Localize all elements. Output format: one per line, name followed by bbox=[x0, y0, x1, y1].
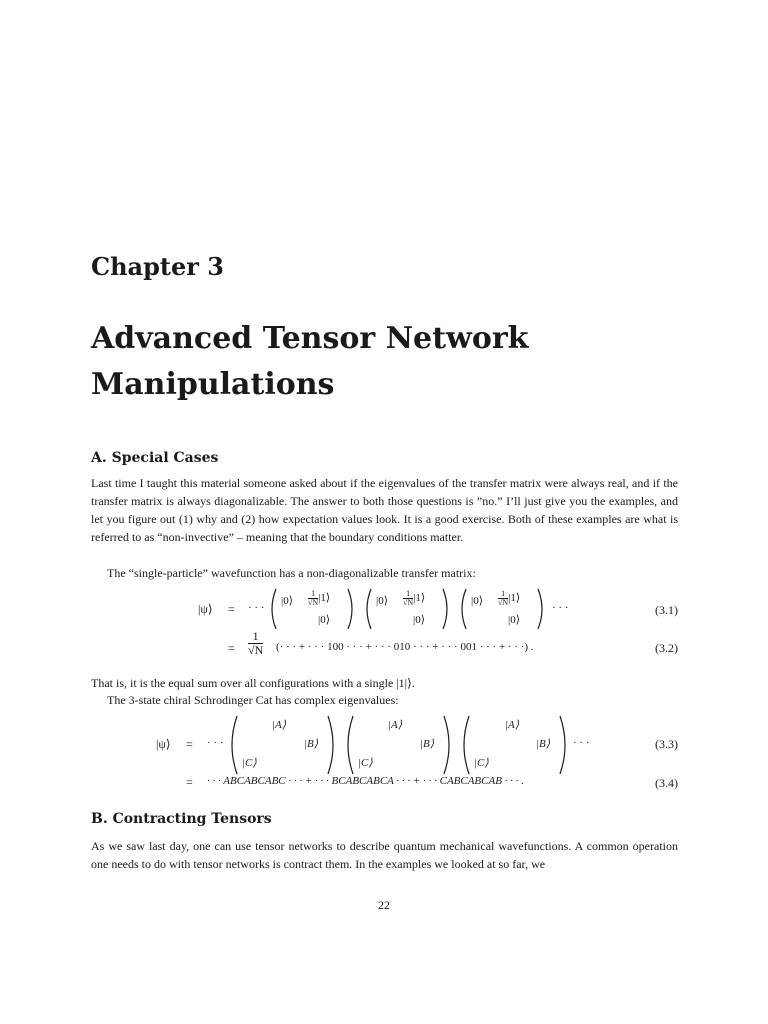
eq31-m1-ket0-lower: |0⟩ bbox=[318, 614, 330, 626]
equation-number-3-3: (3.3) bbox=[655, 737, 678, 751]
right-paren-icon bbox=[442, 715, 456, 775]
left-paren-icon bbox=[456, 588, 468, 630]
eq33-m3-ketB: |B⟩ bbox=[536, 738, 551, 750]
eq31-m3-ket0-lower: |0⟩ bbox=[508, 614, 520, 626]
eq33-m1-ketC: |C⟩ bbox=[242, 757, 257, 769]
right-paren-icon bbox=[441, 588, 453, 630]
right-paren-icon bbox=[536, 588, 548, 630]
eq33-m2-ketC: |C⟩ bbox=[358, 757, 373, 769]
eq33-trailing-dots: · · · bbox=[573, 737, 590, 749]
eq31-trailing-dots: · · · bbox=[552, 602, 569, 614]
eq32-body: (· · · + · · · 100 · · · + · · · 010 · · · + · · · 001 · · · + · · ·) . bbox=[276, 641, 534, 653]
paragraph-chiral-cat: The 3-state chiral Schrodinger Cat has complex eigenvalues: bbox=[107, 693, 399, 707]
section-heading-contracting-tensors: B. Contracting Tensors bbox=[91, 811, 272, 827]
eq34-equals: = bbox=[186, 775, 193, 789]
eq33-leading-dots: · · · bbox=[207, 737, 224, 749]
eq33-lhs: |ψ⟩ bbox=[156, 737, 171, 751]
eq33-m1-ketA: |A⟩ bbox=[272, 719, 287, 731]
eq31-equals: = bbox=[228, 602, 235, 616]
eq31-m2-ket0: |0⟩ bbox=[376, 595, 388, 607]
chapter-title-line-2: Manipulations bbox=[91, 367, 335, 402]
equation-number-3-4: (3.4) bbox=[655, 776, 678, 790]
eq31-m1-ket0: |0⟩ bbox=[281, 595, 293, 607]
eq31-m2-coefficient: $\frac{1}{√N}$ |1⟩ bbox=[403, 589, 426, 607]
eq31-m2-ket0-lower: |0⟩ bbox=[413, 614, 425, 626]
left-paren-icon bbox=[341, 715, 355, 775]
eq32-equals: = bbox=[228, 641, 235, 655]
eq33-m3-ketC: |C⟩ bbox=[474, 757, 489, 769]
eq33-m1-ketB: |B⟩ bbox=[304, 738, 319, 750]
eq31-leading-dots: · · · bbox=[248, 602, 265, 614]
right-paren-icon bbox=[558, 715, 572, 775]
eq31-m3-coefficient: $\frac{1}{√N}$ |1⟩ bbox=[498, 589, 521, 607]
eq33-m2-ketB: |B⟩ bbox=[420, 738, 435, 750]
equation-number-3-1: (3.1) bbox=[655, 603, 678, 617]
page-number: 22 bbox=[378, 898, 390, 912]
eq31-m3-ket0: |0⟩ bbox=[471, 595, 483, 607]
left-paren-icon bbox=[266, 588, 278, 630]
paragraph-contracting-intro: As we saw last day, one can use tensor networks to describe quantum mechanical wavefunctions. A common operation one needs to do with tensor networks is contract them. In the examples we looked at so far, we bbox=[91, 839, 678, 871]
eq31-m1-coefficient: $\frac{1}{√N}$ |1⟩ bbox=[308, 589, 331, 607]
left-paren-icon bbox=[361, 588, 373, 630]
eq34-body: · · · ABCABCABC · · · + · · · BCABCABCA · · · + · · · CABCABCAB · · · . bbox=[207, 775, 524, 787]
eq33-equals: = bbox=[186, 737, 193, 751]
paragraph-special-cases-intro: Last time I taught this material someone asked about if the eigenvalues of the transfer matrix were always real, and if the transfer matrix is always diagonalizable. The answer to both those questions is ”no.” I’ll just give you the examples, and let you figure out (1) why and (2) how expectation values look. It is a good exercise. Both of these examples are what is referred to as “non-invective” – meaning that the boundary conditions matter. bbox=[91, 476, 678, 544]
left-paren-icon bbox=[457, 715, 471, 775]
equation-number-3-2: (3.2) bbox=[655, 641, 678, 655]
eq33-m3-ketA: |A⟩ bbox=[505, 719, 520, 731]
left-paren-icon bbox=[225, 715, 239, 775]
section-heading-special-cases: A. Special Cases bbox=[91, 450, 219, 466]
eq31-lhs: |ψ⟩ bbox=[198, 602, 213, 616]
paragraph-equal-sum: That is, it is the equal sum over all configurations with a single |1|⟩. bbox=[91, 676, 415, 690]
chapter-title bbox=[91, 316, 691, 408]
chapter-title-line-1: Advanced Tensor Network bbox=[91, 321, 529, 356]
chapter-label: Chapter 3 bbox=[91, 252, 224, 281]
right-paren-icon bbox=[326, 715, 340, 775]
eq33-m2-ketA: |A⟩ bbox=[388, 719, 403, 731]
paragraph-single-particle: The “single-particle” wavefunction has a non-diagonalizable transfer matrix: bbox=[107, 566, 476, 580]
eq32-coefficient: $\frac{1}{√N}$ bbox=[248, 629, 264, 657]
right-paren-icon bbox=[346, 588, 358, 630]
